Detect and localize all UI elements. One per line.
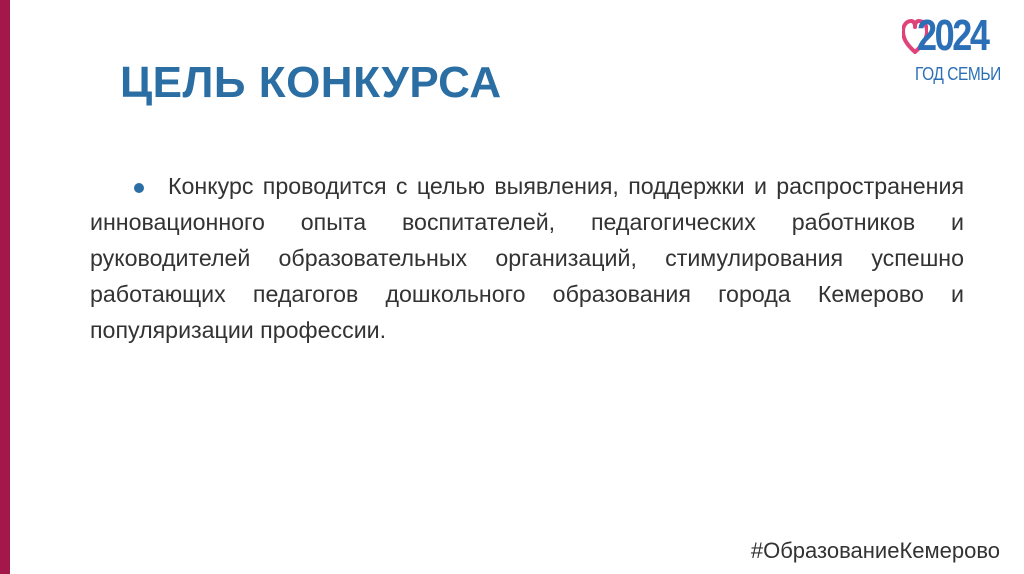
bullet-text: Конкурс проводится с целью выявления, поддержки и распространения инновационного опыта воспитателей, педагогических работников и руководителей образовательных организаций, стимулирования успешно работающих педагогов дошкольного образования города Кемерово и популяризации профессии. xyxy=(90,173,964,343)
bullet-marker xyxy=(134,183,144,193)
logo-year: 2024 xyxy=(917,11,988,60)
hashtag-footer: #ОбразованиеКемерово xyxy=(750,538,1000,563)
slide-title: ЦЕЛЬ КОНКУРСА xyxy=(120,58,502,107)
bullet-item xyxy=(90,168,964,348)
left-accent-stripe xyxy=(0,0,10,574)
year-of-family-logo xyxy=(902,12,1006,88)
logo-subtitle: ГОД СЕМЬИ xyxy=(915,64,1001,84)
